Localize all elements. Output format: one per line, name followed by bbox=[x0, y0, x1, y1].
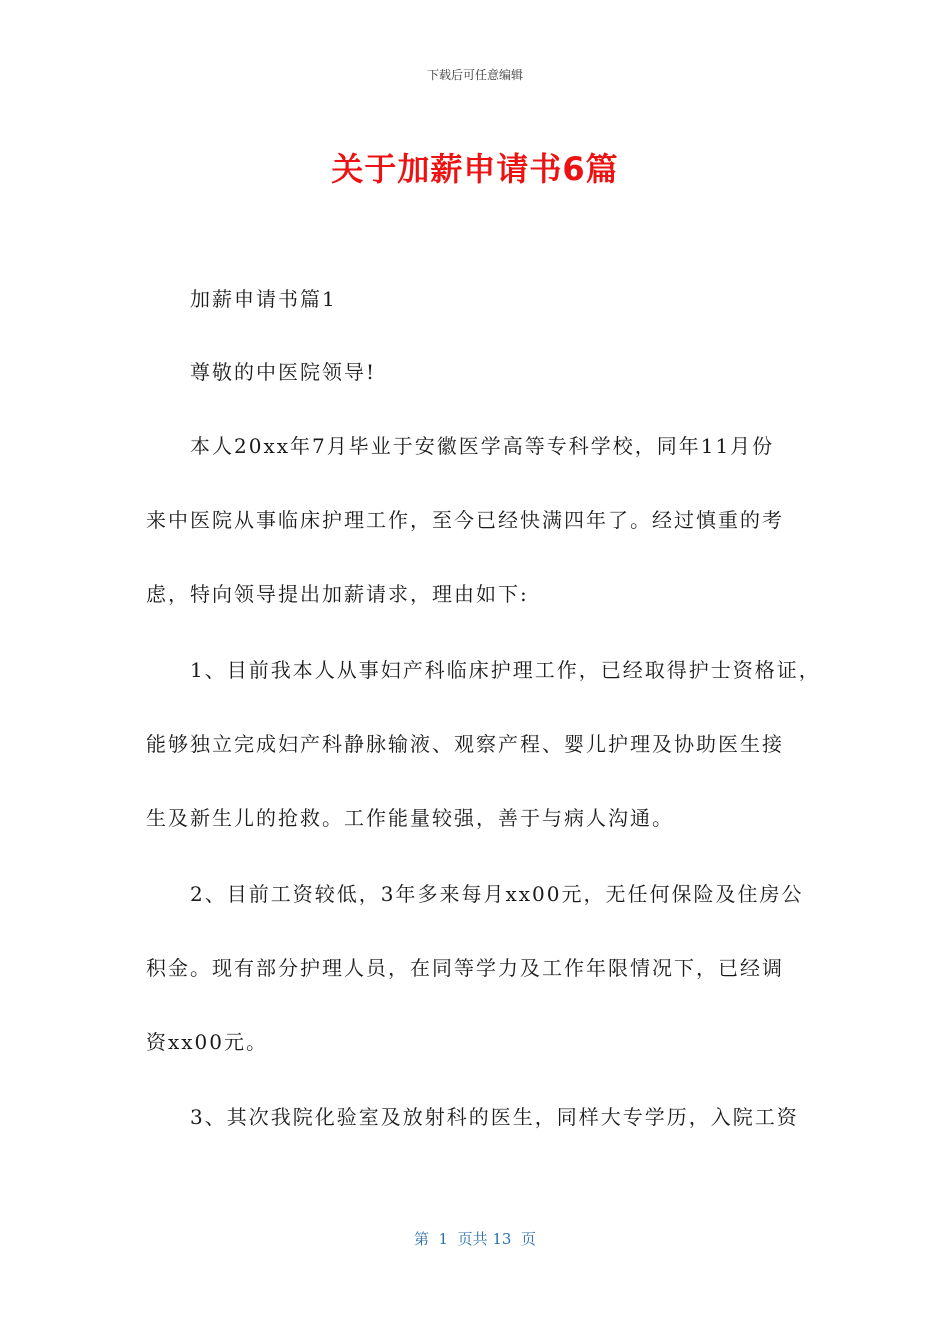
paragraph-line: 本人20xx年7月毕业于安徽医学高等专科学校，同年11月份 bbox=[190, 434, 775, 458]
paragraph-line: 积金。现有部分护理人员，在同等学力及工作年限情况下，已经调 bbox=[146, 956, 784, 980]
paragraph-line: 3、其次我院化验室及放射科的医生，同样大专学历，入院工资 bbox=[190, 1105, 799, 1129]
paragraph-line: 资xx00元。 bbox=[146, 1030, 269, 1054]
document-title: 关于加薪申请书6篇 bbox=[331, 150, 619, 188]
paragraph-line: 1、目前我本人从事妇产科临床护理工作，已经取得护士资格证， bbox=[190, 658, 821, 682]
section-heading: 加薪申请书篇1 bbox=[190, 287, 337, 311]
paragraph-line: 能够独立完成妇产科静脉输液、观察产程、婴儿护理及协助医生接 bbox=[146, 732, 784, 756]
paragraph-line: 生及新生儿的抢救。工作能量较强，善于与病人沟通。 bbox=[146, 806, 674, 830]
paragraph-line: 来中医院从事临床护理工作，至今已经快满四年了。经过慎重的考 bbox=[146, 508, 784, 532]
paragraph-line: 虑，特向领导提出加薪请求，理由如下: bbox=[146, 582, 529, 606]
page-footer: 第 1 页共 13 页 bbox=[413, 1230, 536, 1248]
salutation: 尊敬的中医院领导! bbox=[190, 360, 377, 384]
header-note: 下载后可任意编辑 bbox=[426, 68, 523, 82]
paragraph-line: 2、目前工资较低，3年多来每月xx00元，无任何保险及住房公 bbox=[190, 882, 804, 906]
